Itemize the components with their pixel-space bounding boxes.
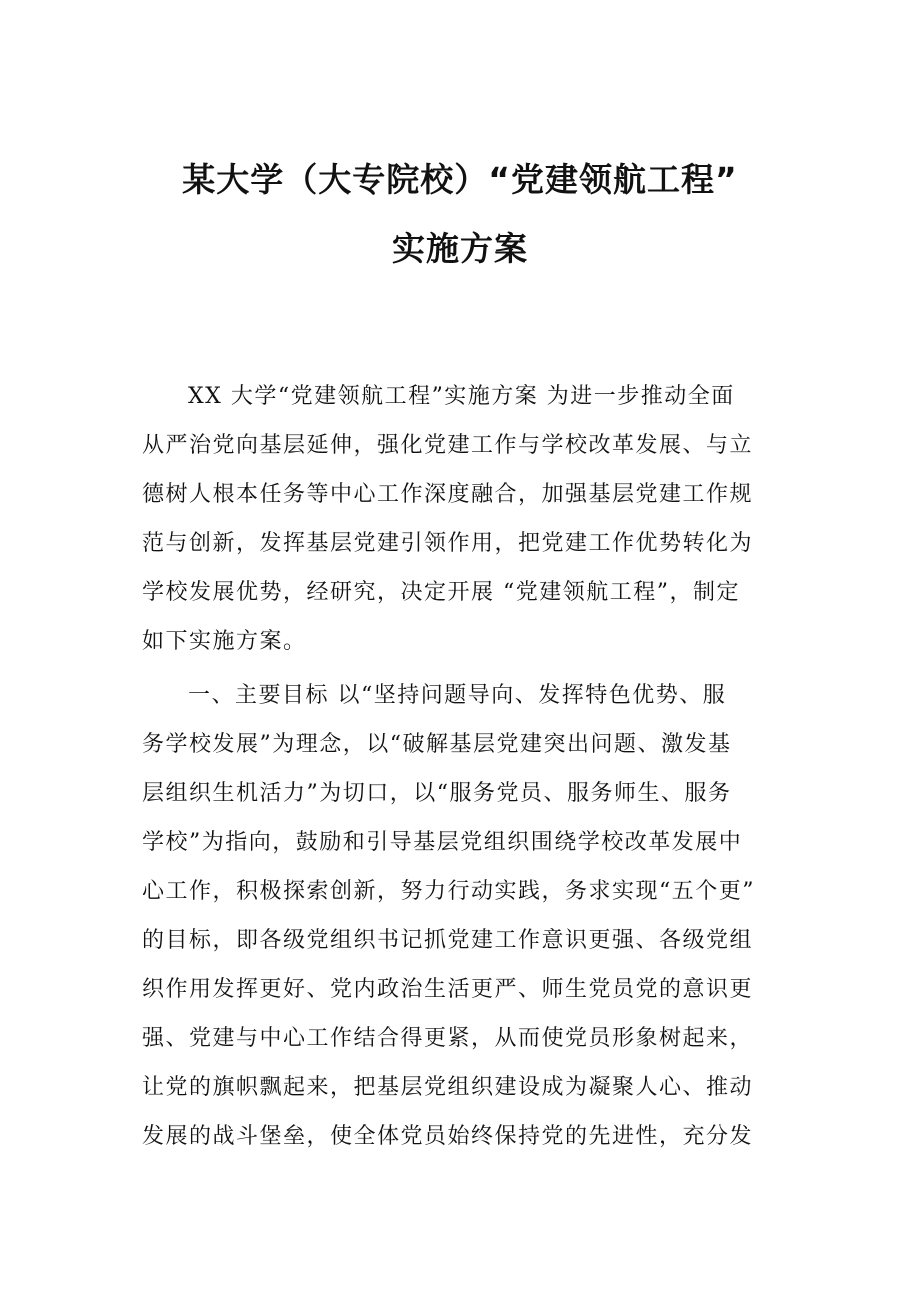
paragraph-line: 让党的旗帜飘起来，把基层党组织建设成为凝聚人心、推动 (142, 1075, 754, 1100)
paragraph-line: 层组织生机活力”为切口，以“服务党员、服务师生、服务 (142, 781, 732, 806)
paragraph-line: 学校”为指向，鼓励和引导基层党组织围绕学校改革发展中 (142, 830, 743, 855)
paragraph-line: 发展的战斗堡垒，使全体党员始终保持党的先进性，充分发 (142, 1124, 754, 1149)
paragraph-line: XX 大学“党建领航工程”实施方案 为进一步推动全面 (188, 384, 735, 409)
paragraph-line: 的目标，即各级党组织书记抓党建工作意识更强、各级党组 (142, 928, 754, 953)
paragraph-line: 从严治党向基层延伸，强化党建工作与学校改革发展、与立 (142, 433, 754, 458)
document-subtitle: 实施方案 (392, 229, 528, 268)
paragraph-main-goals (142, 671, 802, 1161)
paragraph-line: 心工作，积极探索创新，努力行动实践，务求实现“五个更” (142, 879, 755, 904)
paragraph-line: 范与创新，发挥基层党建引领作用，把党建工作优势转化为 (142, 531, 754, 556)
document-title: 某大学（大专院校）“党建领航工程” (182, 160, 738, 199)
paragraph-line: 一、主要目标 以“坚持问题导向、发挥特色优势、服 (188, 683, 727, 708)
paragraph-line: 强、党建与中心工作结合得更紧，从而使党员形象树起来， (142, 1026, 754, 1051)
paragraph-line: 织作用发挥更好、党内政治生活更严、师生党员党的意识更 (142, 977, 754, 1002)
paragraph-line: 如下实施方案。 (142, 629, 307, 654)
paragraph-intro (142, 372, 802, 666)
paragraph-line: 务学校发展”为理念，以“破解基层党建突出问题、激发基 (142, 732, 732, 757)
paragraph-line: 学校发展优势，经研究，决定开展 “党建领航工程”，制定 (142, 580, 740, 605)
paragraph-line: 德树人根本任务等中心工作深度融合，加强基层党建工作规 (142, 482, 754, 507)
